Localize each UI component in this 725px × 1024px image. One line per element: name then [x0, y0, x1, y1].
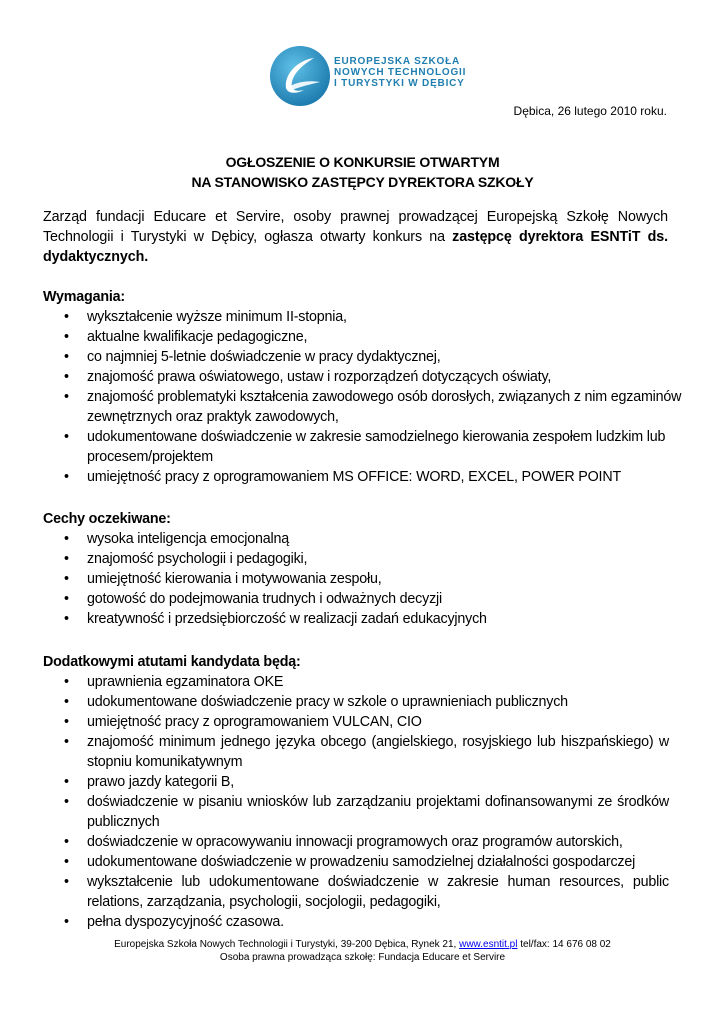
bullet-icon: •	[64, 531, 69, 547]
list-item	[43, 772, 669, 792]
list-item	[43, 732, 669, 772]
list-item-text: udokumentowane doświadczenie w prowadzeniu samodzielnej działalności gospodarczej	[87, 854, 636, 870]
school-logo	[268, 42, 467, 112]
intro-paragraph	[43, 207, 668, 267]
logo-text-line: EUROPEJSKA SZKOŁA	[334, 56, 461, 67]
list-item-text: kreatywność i przedsiębiorczość w realizacji zadań edukacyjnych	[87, 611, 487, 627]
bullet-icon: •	[64, 329, 69, 345]
list-item-text: umiejętność pracy z oprogramowaniem VULCAN, CIO	[87, 714, 422, 730]
list-item-text: co najmniej 5-letnie doświadczenie w pracy dydaktycznej,	[87, 349, 441, 365]
list-item-text: uprawnienia egzaminatora OKE	[87, 674, 284, 690]
list-item	[43, 712, 669, 732]
list-item-text: gotowość do podejmowania trudnych i odważnych decyzji	[87, 591, 442, 607]
list-item	[43, 672, 669, 692]
requirements-heading: Wymagania:	[43, 289, 125, 305]
bullet-icon: •	[64, 369, 69, 385]
footer-line-2: Osoba prawna prowadząca szkołę: Fundacja Educare et Servire	[219, 952, 506, 963]
requirements-section	[43, 287, 683, 487]
assets-heading: Dodatkowymi atutami kandydata będą:	[43, 654, 301, 670]
traits-list	[43, 529, 683, 629]
assets-list	[43, 672, 683, 932]
list-item	[43, 467, 683, 487]
list-item-text: udokumentowane doświadczenie pracy w szkole o uprawnieniach publicznych	[87, 694, 568, 710]
bullet-icon: •	[64, 611, 69, 627]
bullet-icon: •	[64, 854, 69, 870]
list-item	[43, 692, 669, 712]
logo-text-line: NOWYCH TECHNOLOGII	[334, 67, 467, 78]
list-item	[43, 912, 669, 932]
bullet-icon: •	[64, 774, 69, 790]
bullet-icon: •	[64, 551, 69, 567]
list-item-text: prawo jazdy kategorii B,	[87, 774, 234, 790]
bullet-icon: •	[64, 794, 69, 810]
list-item	[43, 852, 669, 872]
list-item-text: pełna dyspozycyjność czasowa.	[87, 914, 284, 930]
bullet-icon: •	[64, 674, 69, 690]
logo-text	[334, 56, 466, 89]
list-item	[43, 327, 683, 347]
list-item	[43, 529, 683, 549]
bullet-icon: •	[64, 714, 69, 730]
school-logo-icon	[268, 44, 332, 108]
bullet-icon: •	[64, 389, 69, 405]
document-title	[0, 152, 725, 192]
bullet-icon: •	[64, 469, 69, 485]
list-item-text: znajomość psychologii i pedagogiki,	[87, 551, 308, 567]
footer-address: Europejska Szkoła Nowych Technologii i Turystyki, 39-200 Dębica, Rynek 21,	[114, 939, 460, 950]
bullet-icon: •	[64, 874, 69, 890]
list-item	[43, 872, 669, 912]
footer-phone: tel/fax: 14 676 08 02	[517, 939, 611, 950]
list-item	[43, 549, 683, 569]
bullet-icon: •	[64, 591, 69, 607]
traits-section	[43, 509, 683, 629]
bullet-icon: •	[64, 694, 69, 710]
list-item-text: wykształcenie lub udokumentowane doświadczenie w zakresie human resources, public relations, zarządzania, psychologii, socjologii, pedagogiki,	[87, 874, 669, 910]
list-item-text: doświadczenie w pisaniu wniosków lub zarządzaniu projektami dofinansowanymi ze środków publicznych	[87, 794, 669, 830]
bullet-icon: •	[64, 309, 69, 325]
list-item	[43, 609, 683, 629]
bullet-icon: •	[64, 349, 69, 365]
title-line-2: NA STANOWISKO ZASTĘPCY DYREKTORA SZKOŁY	[191, 174, 534, 190]
website-link[interactable]: www.esntit.pl	[459, 939, 518, 950]
list-item	[43, 307, 683, 327]
bullet-icon: •	[64, 914, 69, 930]
intro-bold-text: zastępcę dyrektora ESNTiT ds. dydaktycznych.	[43, 229, 669, 265]
document-date: Dębica, 26 lutego 2010 roku.	[513, 104, 667, 118]
traits-heading: Cechy oczekiwane:	[43, 511, 171, 527]
bullet-icon: •	[64, 429, 69, 445]
bullet-icon: •	[64, 834, 69, 850]
list-item	[43, 367, 683, 387]
page-footer	[0, 938, 725, 964]
logo-text-line: I TURYSTYKI W DĘBICY	[334, 78, 465, 89]
list-item-text: wykształcenie wyższe minimum II-stopnia,	[87, 309, 347, 325]
bullet-icon: •	[64, 734, 69, 750]
bullet-icon: •	[64, 571, 69, 587]
assets-section	[43, 652, 683, 932]
list-item-text: umiejętność pracy z oprogramowaniem MS OFFICE: WORD, EXCEL, POWER POINT	[87, 469, 621, 485]
requirements-list	[43, 307, 683, 487]
list-item	[43, 792, 669, 832]
list-item	[43, 589, 683, 609]
list-item	[43, 347, 683, 367]
list-item-text: aktualne kwalifikacje pedagogiczne,	[87, 329, 308, 345]
list-item-text: znajomość problematyki kształcenia zawodowego osób dorosłych, związanych z nim egzaminów zewnętrznych oraz praktyk zawodowych,	[87, 389, 682, 425]
list-item-text: umiejętność kierowania i motywowania zespołu,	[87, 571, 382, 587]
list-item-text: wysoka inteligencja emocjonalną	[87, 531, 290, 547]
title-line-1: OGŁOSZENIE O KONKURSIE OTWARTYM	[225, 154, 500, 170]
list-item-text: znajomość prawa oświatowego, ustaw i rozporządzeń dotyczących oświaty,	[87, 369, 552, 385]
list-item-text: znajomość minimum jednego języka obcego (angielskiego, rosyjskiego lub hiszpańskiego) w stopniu komunikatywnym	[87, 734, 669, 770]
list-item	[43, 569, 683, 589]
list-item-text: udokumentowane doświadczenie w zakresie samodzielnego kierowania zespołem ludzkim lub procesem/projektem	[87, 429, 666, 465]
list-item	[43, 832, 669, 852]
intro-text: Zarząd fundacji Educare et Servire, osoby prawnej prowadzącej Europejską Szkołę Nowych Technologii i Turystyki w Dębicy, ogłasza otwarty konkurs na	[43, 209, 668, 245]
footer-line-1	[0, 938, 725, 951]
list-item-text: doświadczenie w opracowywaniu innowacji programowych oraz programów autorskich,	[87, 834, 623, 850]
list-item	[43, 387, 683, 427]
list-item	[43, 427, 683, 467]
